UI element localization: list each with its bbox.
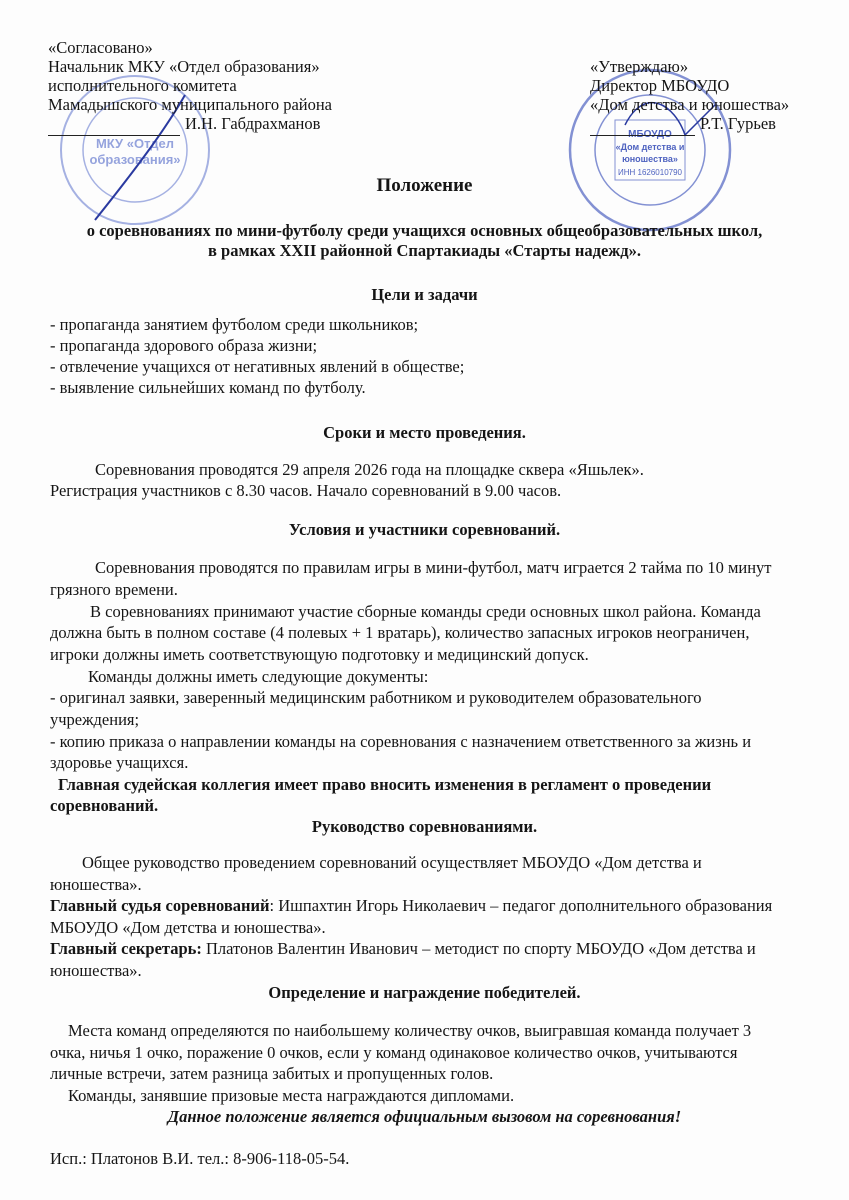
role-label: Главный судья соревнований [50, 896, 270, 915]
paragraph-line: очка, ничья 1 очко, поражение 0 очков, если у команд одинаковое количество очков, учитываются [50, 1043, 738, 1062]
paragraph-line: МБОУДО «Дом детства и юношества». [50, 918, 326, 937]
signature-line-right [590, 135, 695, 136]
approval-right-line: «Дом детства и юношества» [590, 95, 790, 114]
paragraph-line: Общее руководство проведением соревнований осуществляет МБОУДО «Дом детства и [82, 853, 702, 872]
section-heading-goals: Цели и задачи [371, 285, 478, 304]
paragraph-line: - копию приказа о направлении команды на соревнования с назначением ответственного за жизнь и [50, 732, 752, 751]
svg-text:ИНН 1626010790: ИНН 1626010790 [617, 168, 683, 177]
paragraph-line: Места команд определяются по наибольшему количеству очков, выигравшая команда получает 3 [68, 1021, 752, 1040]
goal-item: - выявление сильнейших команд по футболу. [50, 378, 366, 397]
section-heading-awards: Определение и награждение победителей. [268, 983, 581, 1002]
section-heading-time-place: Сроки и место проведения. [323, 423, 526, 442]
paragraph-line: юношества». [50, 875, 142, 894]
signature-line-left [48, 135, 180, 136]
paragraph-line: должна быть в полном составе (4 полевых + 1 вратарь), количество запасных игроков неограничен, [50, 623, 750, 642]
secretary-line [50, 939, 756, 959]
document-subtitle: о соревнованиях по мини-футболу среди учащихся основных общеобразовательных школ, [86, 221, 763, 240]
paragraph-line: здоровье учащихся. [50, 753, 189, 772]
role-label: Главный секретарь: [50, 939, 202, 958]
document-subtitle: в рамках XXII районной Спартакиады «Старты надежд». [208, 241, 641, 260]
paragraph-line-bold: соревнований. [50, 796, 159, 815]
approval-left-line: Мамадышского муниципального района [48, 95, 333, 114]
closing-statement: Данное положение является официальным вызовом на соревнования! [167, 1107, 682, 1126]
goal-item: - пропаганда занятием футболом среди школьников; [50, 315, 419, 334]
paragraph-line: Команды, занявшие призовые места награждаются дипломами. [68, 1086, 515, 1105]
contact-line: Исп.: Платонов В.И. тел.: 8-906-118-05-54. [50, 1149, 350, 1168]
approval-right-line: Директор МБОУДО [590, 76, 730, 95]
paragraph-line: учреждения; [50, 710, 140, 729]
approval-left-line: исполнительного комитета [48, 76, 237, 95]
approval-right-line: Р.Т. Гурьев [700, 114, 776, 133]
paragraph-line: личные встречи, затем разница забитых и пропущенных голов. [50, 1064, 494, 1083]
paragraph-line: В соревнованиях принимают участие сборные команды среди основных школ района. Команда [90, 602, 761, 621]
approval-left-line: «Согласовано» [48, 38, 153, 57]
goal-item: - отвлечение учащихся от негативных явлений в обществе; [50, 357, 465, 376]
role-text: : Ишпахтин Игорь Николаевич – педагог дополнительного образования [269, 896, 773, 915]
svg-text:образования»: образования» [89, 152, 181, 167]
svg-text:МКУ «Отдел: МКУ «Отдел [95, 136, 175, 151]
paragraph-line: Регистрация участников с 8.30 часов. Начало соревнований в 9.00 часов. [50, 481, 562, 500]
role-text: Платонов Валентин Иванович – методист по спорту МБОУДО «Дом детства и [201, 939, 756, 958]
approval-right-line: «Утверждаю» [590, 57, 689, 76]
paragraph-line: Команды должны иметь следующие документы: [88, 667, 429, 686]
paragraph-line: игроки должны иметь соответствующую подготовку и медицинский допуск. [50, 645, 589, 664]
paragraph-line: Соревнования проводятся 29 апреля 2026 года на площадке сквера «Яшьлек». [95, 460, 644, 479]
document-title: Положение [376, 175, 473, 196]
approval-left-line: И.Н. Габдрахманов [185, 114, 321, 133]
paragraph-line: грязного времени. [50, 580, 178, 599]
section-heading-conditions: Условия и участники соревнований. [288, 520, 561, 539]
paragraph-line: юношества». [50, 961, 142, 980]
paragraph-line: Соревнования проводятся по правилам игры в мини-футбол, матч играется 2 тайма по 10 минут [95, 558, 772, 577]
judge-line [50, 896, 772, 916]
approval-left-line: Начальник МКУ «Отдел образования» [48, 57, 320, 76]
paragraph-line: - оригинал заявки, заверенный медицинским работником и руководителем образовательного [50, 688, 702, 707]
goal-item: - пропаганда здорового образа жизни; [50, 336, 318, 355]
section-heading-management: Руководство соревнованиями. [311, 817, 538, 836]
paragraph-line-bold: Главная судейская коллегия имеет право вносить изменения в регламент о проведении [58, 775, 712, 794]
svg-text:«Дом детства и: «Дом детства и [615, 142, 685, 152]
svg-text:юношества»: юношества» [622, 154, 678, 164]
